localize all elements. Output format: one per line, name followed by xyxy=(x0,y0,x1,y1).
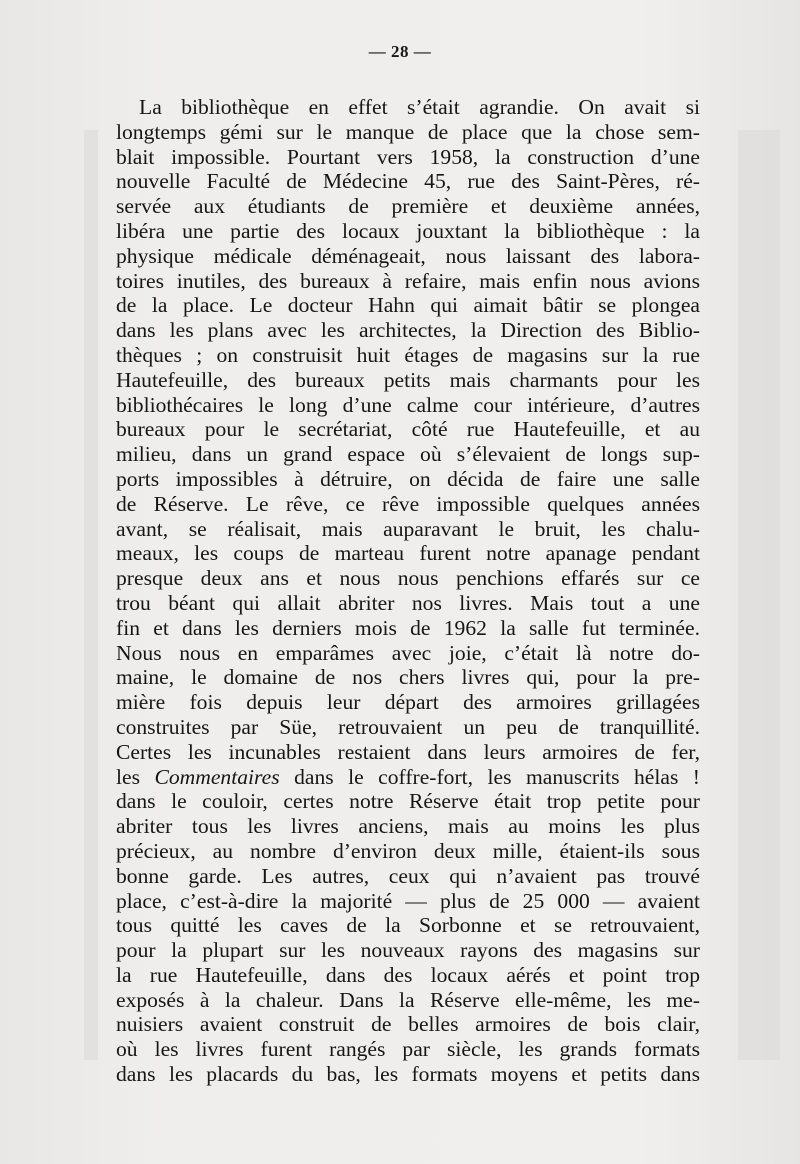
text-line: dans les placards du bas, les formats moyens et petits dans xyxy=(116,1062,700,1087)
text-line: nuisiers avaient construit de belles armoires de bois clair, xyxy=(116,1012,700,1037)
text-segment: dans le coffre-fort, les manuscrits hélas ! xyxy=(279,764,700,789)
text-line: physique médicale déménageait, nous laissant des labora- xyxy=(116,243,700,268)
text-line: dans le couloir, certes notre Réserve était trop petite pour xyxy=(116,789,700,814)
italic-title: Commentaires xyxy=(154,764,280,789)
text-line: de la place. Le docteur Hahn qui aimait bâtir se plongea xyxy=(116,293,700,318)
text-segment: les xyxy=(116,764,155,789)
text-line: la rue Hautefeuille, dans des locaux aérés et point trop xyxy=(116,962,700,987)
text-line: construites par Süe, retrouvaient un peu de tranquillité. xyxy=(116,714,700,739)
text-line: ports impossibles à détruire, on décida de faire une salle xyxy=(116,466,700,491)
text-line: Certes les incunables restaient dans leurs armoires de fer, xyxy=(116,739,700,764)
text-line: presque deux ans et nous nous penchions effarés sur ce xyxy=(116,566,700,591)
text-line: de Réserve. Le rêve, ce rêve impossible quelques années xyxy=(116,491,700,516)
text-line: pour la plupart sur les nouveaux rayons des magasins sur xyxy=(116,938,700,963)
text-line: Hautefeuille, des bureaux petits mais charmants pour les xyxy=(116,367,700,392)
text-line xyxy=(116,765,700,790)
text-line: nouvelle Faculté de Médecine 45, rue des Saint-Pères, ré- xyxy=(116,169,700,194)
text-line: où les livres furent rangés par siècle, les grands formats xyxy=(116,1037,700,1062)
scan-shadow-left xyxy=(84,130,98,1060)
text-line: bureaux pour le secrétariat, côté rue Hautefeuille, et au xyxy=(116,417,700,442)
text-line: fin et dans les derniers mois de 1962 la salle fut terminée. xyxy=(116,615,700,640)
text-line: longtemps gémi sur le manque de place que la chose sem- xyxy=(116,119,700,144)
text-line: abriter tous les livres anciens, mais au moins les plus xyxy=(116,814,700,839)
body-text xyxy=(116,95,700,1087)
text-line: tous quitté les caves de la Sorbonne et se retrouvaient, xyxy=(116,913,700,938)
page-number: — 28 — xyxy=(368,42,432,61)
text-line: libéra une partie des locaux jouxtant la bibliothèque : la xyxy=(116,218,700,243)
text-line: précieux, au nombre d’environ deux mille, étaient-ils sous xyxy=(116,838,700,863)
text-line: bonne garde. Les autres, ceux qui n’avaient pas trouvé xyxy=(116,863,700,888)
text-line: toires inutiles, des bureaux à refaire, mais enfin nous avions xyxy=(116,268,700,293)
text-line: place, c’est-à-dire la majorité — plus de 25 000 — avaient xyxy=(116,888,700,913)
text-line: exposés à la chaleur. Dans la Réserve elle-même, les me- xyxy=(116,987,700,1012)
text-line: avant, se réalisait, mais auparavant le bruit, les chalu- xyxy=(116,516,700,541)
scan-shadow-right xyxy=(738,130,780,1060)
text-line: La bibliothèque en effet s’était agrandie. On avait si xyxy=(139,95,700,119)
text-line: blait impossible. Pourtant vers 1958, la construction d’une xyxy=(116,144,700,169)
text-line: mière fois depuis leur départ des armoires grillagées xyxy=(116,690,700,715)
text-line: milieu, dans un grand espace où s’élevaient de longs sup- xyxy=(116,442,700,467)
text-line: maine, le domaine de nos chers livres qui, pour la pre- xyxy=(116,665,700,690)
text-line: servée aux étudiants de première et deuxième années, xyxy=(116,194,700,219)
text-line: bibliothécaires le long d’une calme cour intérieure, d’autres xyxy=(116,392,700,417)
text-line: meaux, les coups de marteau furent notre apanage pendant xyxy=(116,541,700,566)
text-line: Nous nous en emparâmes avec joie, c’était là notre do- xyxy=(116,640,700,665)
text-line: dans les plans avec les architectes, la Direction des Biblio- xyxy=(116,318,700,343)
text-line: trou béant qui allait abriter nos livres. Mais tout a une xyxy=(116,590,700,615)
text-line: thèques ; on construisit huit étages de magasins sur la rue xyxy=(116,342,700,367)
